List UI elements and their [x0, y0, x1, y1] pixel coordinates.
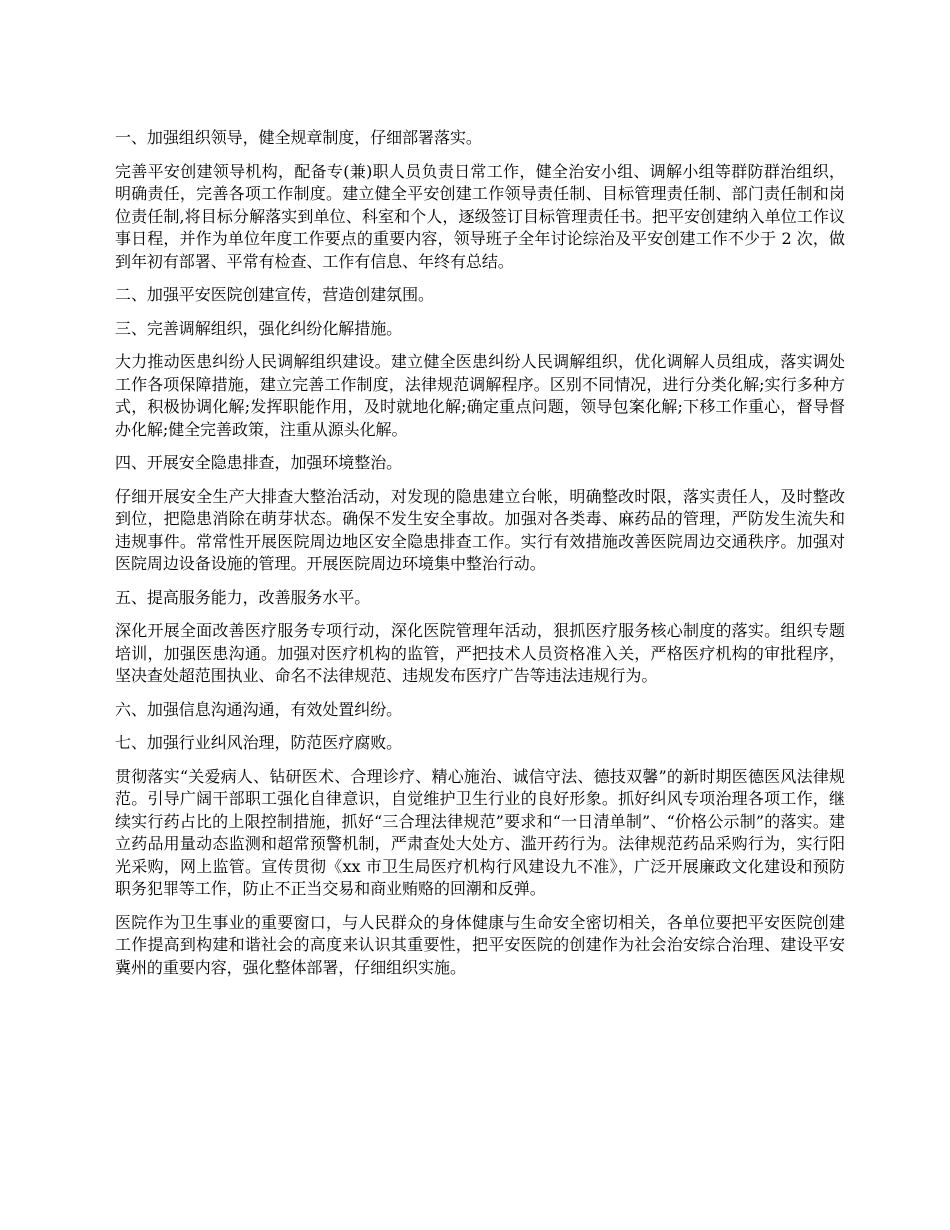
paragraph-safety-inspection: 仔细开展安全生产大排查大整治活动，对发现的隐患建立台帐，明确整改时限，落实责任人，及时整改到位，把隐患消除在萌芽状态。确保不发生安全事故。加强对各类毒、麻药品的管理，严防发生流失和违规事件。常常性开展医院周边地区安全隐患排查工作。实行有效措施改善医院周边交通秩序。加强对医院周边设备设施的管理。开展医院周边环境集中整治行动。: [115, 486, 845, 573]
section-heading-3: 三、完善调解组织，强化纠纷化解措施。: [115, 318, 403, 338]
paragraph-organization: 完善平安创建领导机构，配备专(兼)职人员负责日常工作，健全治安小组、调解小组等群防群治组织，明确责任，完善各项工作制度。建立健全平安创建工作领导责任制、目标管理责任制、部门责任制和岗位责任制,将目标分解落实到单位、科室和个人，逐级签订目标管理责任书。把平安创建纳入单位工作议事日程，并作为单位年度工作要点的重要内容，领导班子全年讨论综治及平安创建工作不少于 2 次，做到年初有部署、平常有检查、工作有信息、年终有总结。: [115, 161, 845, 271]
paragraph-service: 深化开展全面改善医疗服务专项行动，深化医院管理年活动，狠抓医疗服务核心制度的落实。组织专题培训，加强医患沟通。加强对医疗机构的监管，严把技术人员资格准入关，严格医疗机构的审批程序，坚决查处超范围执业、命名不法律规范、违规发布医疗广告等违法违规行为。: [115, 621, 845, 685]
paragraph-ethics: 贯彻落实“关爱病人、钻研医术、合理诊疗、精心施治、诚信守法、德技双馨”的新时期医德医风法律规范。引导广阔干部职工强化自律意识，自觉维护卫生行业的良好形象。抓好纠风专项治理各项工作，继续实行药占比的上限控制措施，抓好“三合理法律规范”要求和“一日清单制”、“价格公示制”的落实。建立药品用量动态监测和超常预警机制，严肃查处大处方、滥开药行为。法律规范药品采购行为，实行阳光采购，网上监管。宣传贯彻《xx 市卫生局医疗机构行风建设九不准》，广泛开展廉政文化建设和预防职务犯罪等工作，防止不正当交易和商业贿赂的回潮和反弹。: [115, 766, 845, 898]
document-body: [115, 127, 845, 990]
section-heading-4: 四、开展安全隐患排查，加强环境整治。: [115, 453, 403, 472]
section-heading-5: 五、提高服务能力，改善服务水平。: [115, 587, 371, 607]
section-heading-7: 七、加强行业纠风治理，防范医疗腐败。: [115, 733, 403, 752]
section-heading-1: 一、加强组织领导，健全规章制度，仔细部署落实。: [115, 128, 482, 147]
paragraph-conclusion: 医院作为卫生事业的重要窗口，与人民群众的身体健康与生命安全密切相关，各单位要把平安医院创建工作提高到构建和谐社会的高度来认识其重要性，把平安医院的创建作为社会治安综合治理、建设平安冀州的重要内容，强化整体部署，仔细组织实施。: [115, 912, 845, 977]
paragraph-mediation: 大力推动医患纠纷人民调解组织建设。建立健全医患纠纷人民调解组织，优化调解人员组成，落实调处工作各项保障措施，建立完善工作制度，法律规范调解程序。区别不同情况，进行分类化解;实行多种方式，积极协调化解;发挥职能作用，及时就地化解;确定重点问题，领导包案化解;下移工作重心，督导督办化解;健全完善政策，注重从源头化解。: [115, 352, 845, 439]
section-heading-6: 六、加强信息沟通沟通，有效处置纠纷。: [115, 699, 403, 719]
section-heading-2: 二、加强平安医院创建宣传，营造创建氛围。: [115, 285, 435, 304]
